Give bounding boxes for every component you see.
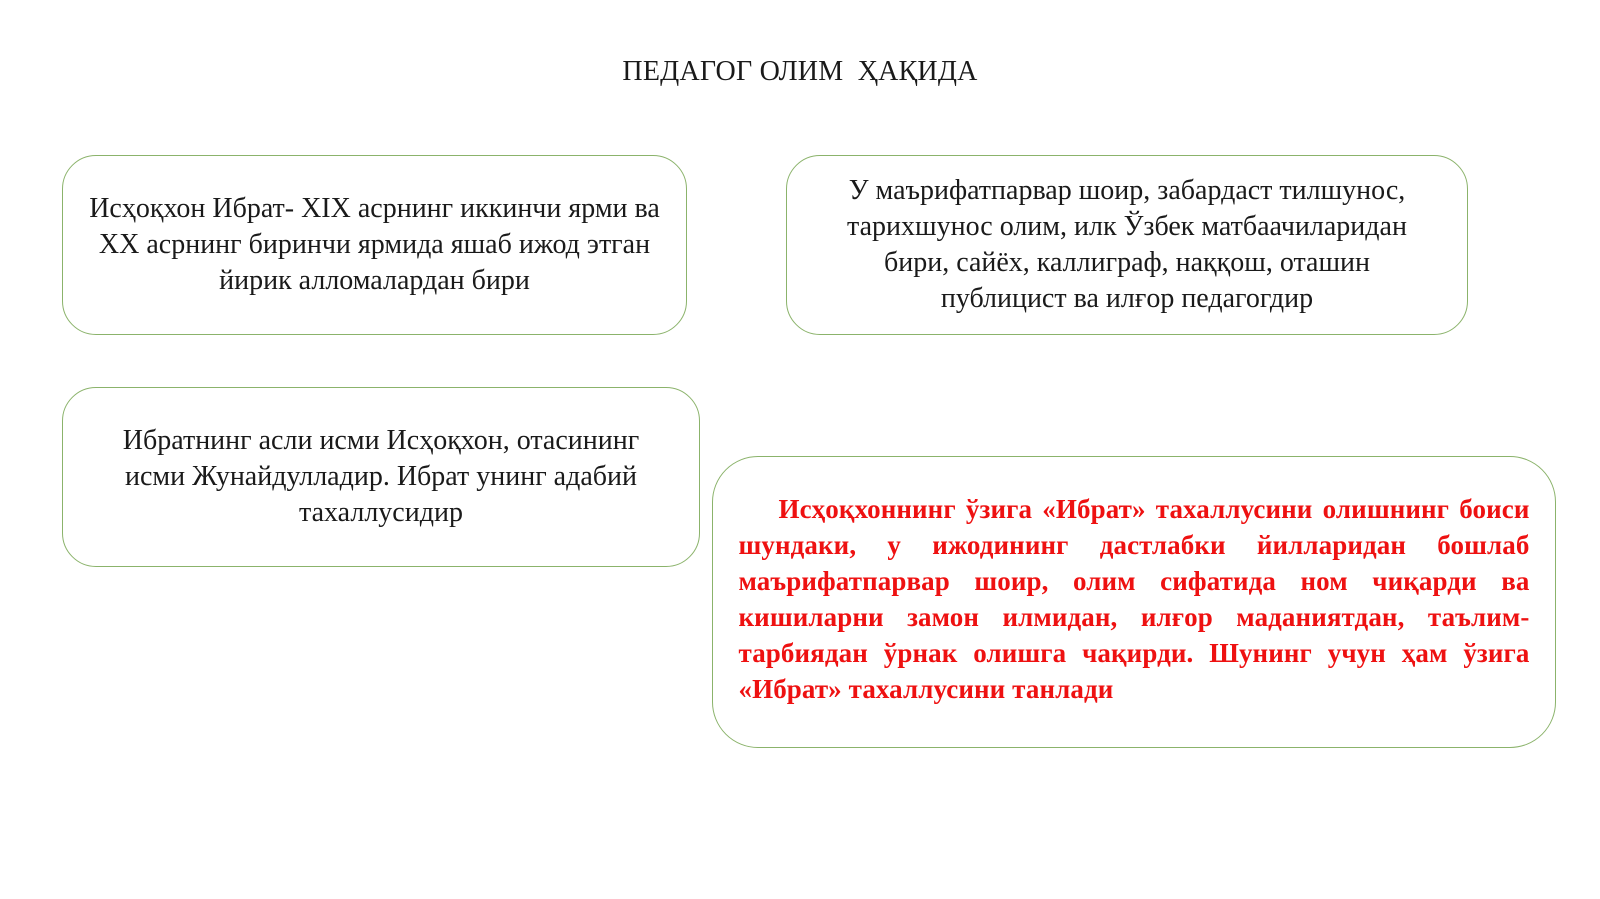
info-box-professions: [786, 155, 1468, 335]
info-box-biography: [62, 155, 687, 335]
info-box-pen-name-reason: [712, 456, 1556, 748]
info-box-professions-text: У маърифатпарвар шоир, забардаст тилшунос, тарихшунос олим, илк Ўзбек матбаачиларидан бири, сайёх, каллиграф, наққош, оташин публицист ва илғор педагогдир: [847, 175, 1407, 314]
info-box-biography-text: Исҳоқхон Ибрат- XIX асрнинг иккинчи ярми ва XX асрнинг биринчи ярмида яшаб ижод этган йирик алломалардан бири: [89, 193, 660, 296]
info-box-real-name-text: Ибратнинг асли исми Исҳоқхон, отасининг исми Жунайдулладир. Ибрат унинг адабий тахаллусидир: [122, 425, 640, 528]
info-box-real-name: [62, 387, 700, 567]
slide-title: ПЕДАГОГ ОЛИМ ҲАҚИДА: [622, 56, 978, 87]
info-box-pen-name-reason-text: Исҳоқхоннинг ўзига «Ибрат» тахаллусини олишнинг боиси шундаки, у ижодининг дастлабки йилларидан бошлаб маърифатпарвар шоир, олим сифатида ном чиқарди ва кишиларни замон илмидан, илғор маданиятдан, таълим-тарбиядан ўрнак олишга чақирди. Шунинг учун ҳам ўзига «Ибрат» тахаллусини танлади: [738, 494, 1530, 704]
